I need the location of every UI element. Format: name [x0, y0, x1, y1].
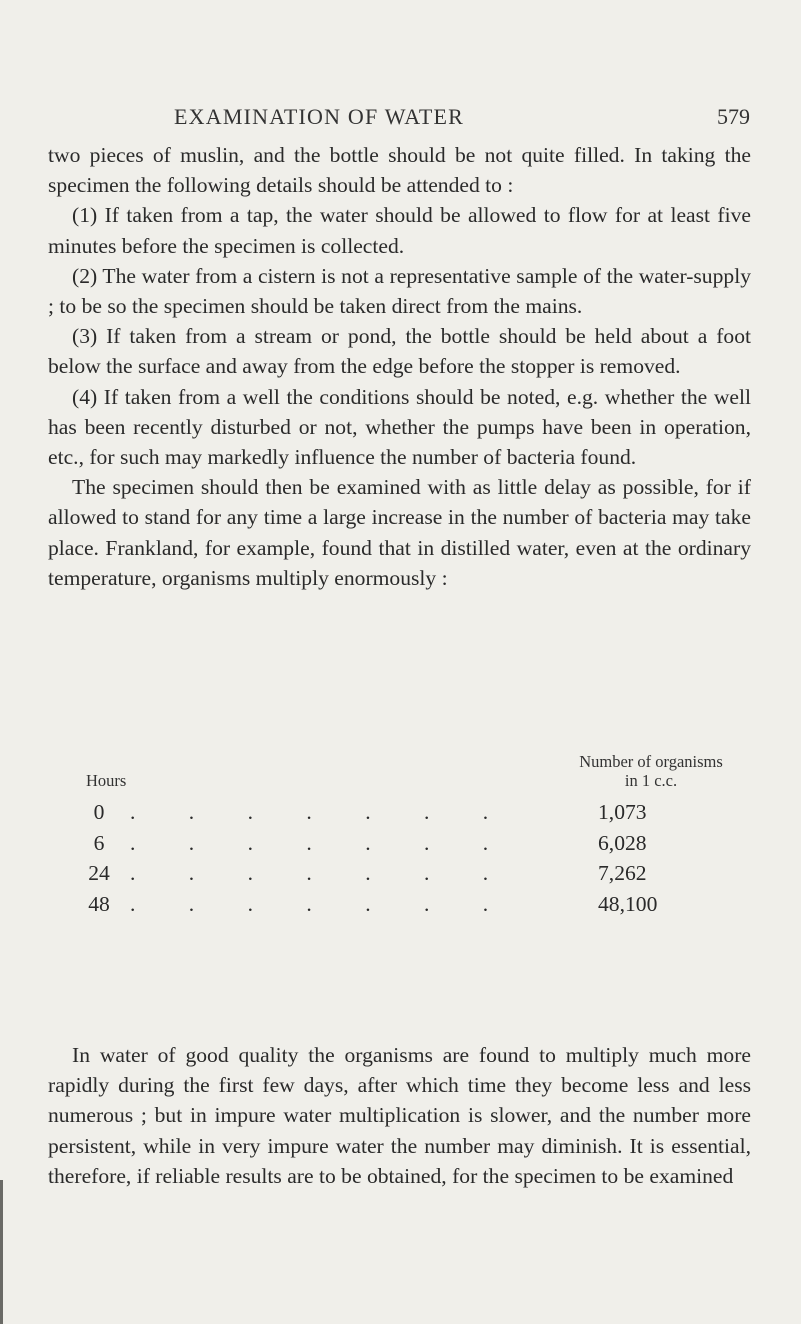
- table-row: [48, 892, 751, 923]
- page-header: [48, 104, 750, 132]
- running-head: EXAMINATION OF WATER: [174, 104, 465, 129]
- closing-text: [48, 1040, 751, 1191]
- count-cell: 48,100: [598, 891, 658, 916]
- paragraph: The specimen should then be examined with as little delay as possible, for if allowed to stand for any time a large increase in the number of bacteria may take place. Frankland, for example, found that in distilled water, even at the ordinary temperature, organisms multiply enormously :: [48, 475, 751, 590]
- table-row: [48, 831, 751, 862]
- leader-dots: . . . . . . .: [130, 830, 513, 855]
- bacteria-count-table: [48, 752, 751, 1022]
- page-number: 579: [717, 104, 750, 129]
- count-cell: 7,262: [598, 861, 647, 885]
- leader-dots: . . . . . . .: [130, 861, 513, 885]
- leader-dots: . . . . . . .: [130, 891, 513, 916]
- hours-cell: 0: [93, 800, 105, 824]
- count-cell: 6,028: [598, 830, 647, 855]
- leader-dots: . . . . . . .: [130, 800, 513, 824]
- column-header-hours: Hours: [86, 771, 127, 790]
- table-body: [48, 800, 751, 922]
- column-header-count: Number of organisms in 1 c.c.: [579, 752, 723, 790]
- paragraph: two pieces of muslin, and the bottle should be not quite filled. In taking the specimen the following details should be attended to :: [48, 143, 751, 198]
- table-row: [48, 861, 751, 892]
- paragraph: (1) If taken from a tap, the water should be allowed to flow for at least five minutes before the specimen is collected.: [48, 203, 751, 258]
- hours-cell: 6: [93, 830, 105, 855]
- paragraph: (4) If taken from a well the conditions should be noted, e.g. whether the well has been recently disturbed or not, whether the pumps have been in operation, etc., for such may markedly influence the number of bacteria found.: [48, 384, 751, 470]
- paragraph: (2) The water from a cistern is not a representative sample of the water-supply ; to be so the specimen should be taken direct from the mains.: [48, 263, 751, 319]
- paragraph: In water of good quality the organisms are found to multiply much more rapidly during the first few days, after which time they become less and less numerous ; but in impure water multiplication is slower, and the number more persistent, while in very impure water the number may diminish. It is essential, therefore, if reliable results are to be obtained, for the specimen to be examined: [48, 1043, 751, 1188]
- body-text: [48, 140, 751, 593]
- hours-cell: 48: [88, 891, 110, 916]
- count-cell: 1,073: [598, 800, 647, 824]
- table-row: [48, 800, 751, 831]
- binding-edge: [0, 1180, 3, 1324]
- hours-cell: 24: [88, 861, 110, 885]
- paragraph: (3) If taken from a stream or pond, the bottle should be held about a foot below the surface and away from the edge before the stopper is removed.: [48, 324, 751, 379]
